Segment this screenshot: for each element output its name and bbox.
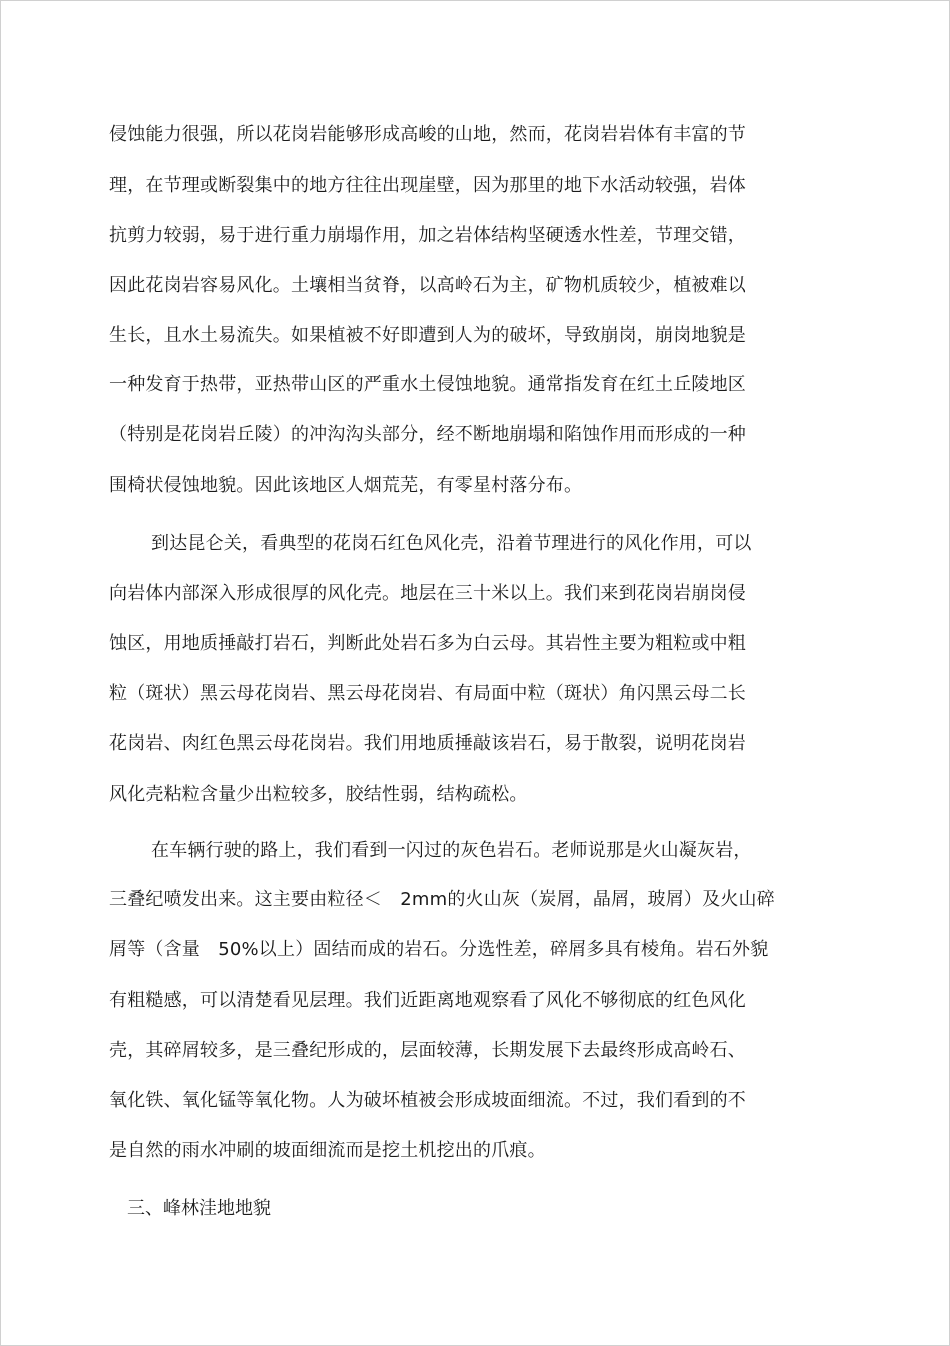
text-line: 蚀区，用地质捶敲打岩石，判断此处岩石多为白云母。其岩性主要为粗粒或中粗 (109, 633, 746, 654)
text-line: 屑等（含量 50%以上）固结而成的岩石。分选性差，碎屑多具有棱角。岩石外貌 (109, 939, 769, 960)
text-line: 围椅状侵蚀地貌。因此该地区人烟荒芜，有零星村落分布。 (109, 475, 583, 496)
text-line: 一种发育于热带，亚热带山区的严重水土侵蚀地貌。通常指发育在红土丘陵地区 (109, 374, 746, 395)
text-line: 因此花岗岩容易风化。土壤相当贫脊，以高岭石为主，矿物机质较少，植被难以 (109, 275, 746, 296)
text-line: 是自然的雨水冲刷的坡面细流而是挖土机挖出的爪痕。 (109, 1140, 546, 1161)
text-line: 花岗岩、肉红色黑云母花岗岩。我们用地质捶敲该岩石，易于散裂，说明花岗岩 (109, 733, 746, 754)
text-line: 氧化铁、氧化锰等氧化物。人为破坏植被会形成坡面细流。不过，我们看到的不 (109, 1090, 746, 1111)
text-line: 抗剪力较弱，易于进行重力崩塌作用，加之岩体结构坚硬透水性差，节理交错， (109, 225, 746, 246)
text-line: 向岩体内部深入形成很厚的风化壳。地层在三十米以上。我们来到花岗岩崩岗侵 (109, 583, 746, 604)
section-heading: 三、峰林洼地地貌 (127, 1198, 271, 1219)
text-line: 三叠纪喷发出来。这主要由粒径＜ 2mm的火山灰（炭屑，晶屑，玻屑）及火山碎 (109, 889, 775, 910)
text-line: 有粗糙感，可以清楚看见层理。我们近距离地观察看了风化不够彻底的红色风化 (109, 990, 746, 1011)
text-line: 生长，且水土易流失。如果植被不好即遭到人为的破坏，导致崩岗，崩岗地貌是 (109, 325, 746, 346)
text-line: 侵蚀能力很强，所以花岗岩能够形成高峻的山地，然而，花岗岩岩体有丰富的节 (109, 124, 746, 145)
text-line: 风化壳粘粒含量少出粒较多，胶结性弱，结构疏松。 (109, 784, 528, 805)
text-line: 粒（斑状）黑云母花岗岩、黑云母花岗岩、有局面中粒（斑状）角闪黑云母二长 (109, 683, 746, 704)
text-line: 到达昆仑关，看典型的花岗石红色风化壳，沿着节理进行的风化作用，可以 (151, 533, 752, 554)
text-line: （特别是花岗岩丘陵）的冲沟沟头部分，经不断地崩塌和陷蚀作用而形成的一种 (109, 424, 746, 445)
text-line: 在车辆行驶的路上，我们看到一闪过的灰色岩石。老师说那是火山凝灰岩， (151, 840, 752, 861)
text-line: 壳，其碎屑较多，是三叠纪形成的，层面较薄，长期发展下去最终形成高岭石、 (109, 1040, 746, 1061)
text-line: 理，在节理或断裂集中的地方往往出现崖壁，因为那里的地下水活动较强，岩体 (109, 175, 746, 196)
